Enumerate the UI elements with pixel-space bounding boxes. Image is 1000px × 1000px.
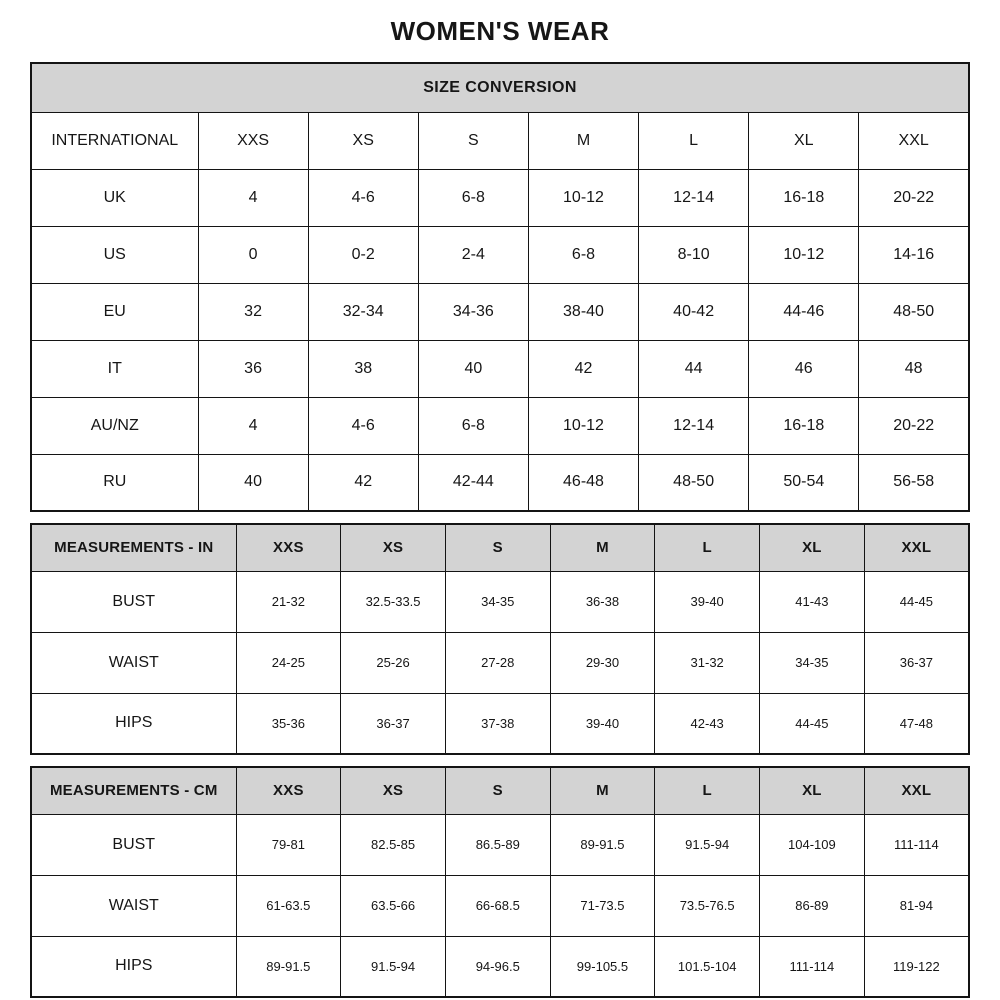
size-cell: 20-22 <box>859 397 969 454</box>
row-label: WAIST <box>31 875 236 936</box>
row-label: AU/NZ <box>31 397 198 454</box>
size-cell: 32-34 <box>308 283 418 340</box>
row-label: EU <box>31 283 198 340</box>
table-row <box>31 283 969 340</box>
measurement-cell: 79-81 <box>236 814 341 875</box>
size-header-cell: L <box>655 524 760 571</box>
size-cell: 2-4 <box>418 226 528 283</box>
size-cell: 14-16 <box>859 226 969 283</box>
measurement-cell: 24-25 <box>236 632 341 693</box>
table-row <box>31 169 969 226</box>
measurement-cell: 104-109 <box>760 814 865 875</box>
measurement-cell: 73.5-76.5 <box>655 875 760 936</box>
size-cell: 38-40 <box>528 283 638 340</box>
size-cell: 42 <box>308 454 418 511</box>
size-cell: 0 <box>198 226 308 283</box>
measurement-cell: 29-30 <box>550 632 655 693</box>
size-conversion-table <box>30 62 970 512</box>
measurement-cell: 31-32 <box>655 632 760 693</box>
table-row <box>31 814 969 875</box>
table-row <box>31 397 969 454</box>
measurement-cell: 44-45 <box>760 693 865 754</box>
size-cell: XXS <box>198 112 308 169</box>
size-cell: S <box>418 112 528 169</box>
measurement-cell: 86-89 <box>760 875 865 936</box>
table-row <box>31 454 969 511</box>
size-cell: 44 <box>639 340 749 397</box>
measurement-cell: 34-35 <box>445 571 550 632</box>
measurement-cell: 36-37 <box>341 693 446 754</box>
measurement-cell: 25-26 <box>341 632 446 693</box>
measurement-cell: 47-48 <box>864 693 969 754</box>
measurement-cell: 91.5-94 <box>341 936 446 997</box>
size-conversion-header: SIZE CONVERSION <box>31 63 969 112</box>
table-row <box>31 226 969 283</box>
row-label: WAIST <box>31 632 236 693</box>
measurement-cell: 81-94 <box>864 875 969 936</box>
size-header-cell: M <box>550 524 655 571</box>
table-row <box>31 571 969 632</box>
size-header-cell: M <box>550 767 655 814</box>
size-cell: 32 <box>198 283 308 340</box>
size-cell: 50-54 <box>749 454 859 511</box>
table-row <box>31 875 969 936</box>
measurement-cell: 89-91.5 <box>550 814 655 875</box>
table-row <box>31 936 969 997</box>
size-header-cell: XS <box>341 767 446 814</box>
size-cell: 4 <box>198 397 308 454</box>
size-cell: 42 <box>528 340 638 397</box>
size-cell: 42-44 <box>418 454 528 511</box>
measurement-cell: 71-73.5 <box>550 875 655 936</box>
size-cell: XXL <box>859 112 969 169</box>
row-label: BUST <box>31 571 236 632</box>
measurement-cell: 101.5-104 <box>655 936 760 997</box>
measurement-cell: 32.5-33.5 <box>341 571 446 632</box>
size-cell: 56-58 <box>859 454 969 511</box>
table-header-row <box>31 767 969 814</box>
measurement-cell: 39-40 <box>550 693 655 754</box>
row-label: HIPS <box>31 693 236 754</box>
measurement-cell: 35-36 <box>236 693 341 754</box>
size-cell: 6-8 <box>418 169 528 226</box>
measurement-cell: 34-35 <box>760 632 865 693</box>
measurement-cell: 111-114 <box>864 814 969 875</box>
size-cell: 10-12 <box>749 226 859 283</box>
size-header-cell: L <box>655 767 760 814</box>
size-cell: 6-8 <box>418 397 528 454</box>
size-cell: 20-22 <box>859 169 969 226</box>
row-label: US <box>31 226 198 283</box>
size-cell: 16-18 <box>749 397 859 454</box>
row-label: INTERNATIONAL <box>31 112 198 169</box>
table-row <box>31 112 969 169</box>
size-cell: 0-2 <box>308 226 418 283</box>
measurement-cell: 27-28 <box>445 632 550 693</box>
table-row <box>31 693 969 754</box>
size-cell: 8-10 <box>639 226 749 283</box>
size-cell: 44-46 <box>749 283 859 340</box>
measurement-cell: 21-32 <box>236 571 341 632</box>
size-cell: 34-36 <box>418 283 528 340</box>
measurements-in-table <box>30 523 970 755</box>
size-header-cell: XL <box>760 767 865 814</box>
size-cell: L <box>639 112 749 169</box>
measurement-cell: 111-114 <box>760 936 865 997</box>
size-cell: XS <box>308 112 418 169</box>
measurement-cell: 94-96.5 <box>445 936 550 997</box>
measurement-cell: 36-38 <box>550 571 655 632</box>
table-row <box>31 340 969 397</box>
size-header-cell: XS <box>341 524 446 571</box>
size-cell: 4-6 <box>308 397 418 454</box>
measurement-cell: 119-122 <box>864 936 969 997</box>
measurement-cell: 91.5-94 <box>655 814 760 875</box>
size-header-cell: S <box>445 767 550 814</box>
size-header-cell: XXS <box>236 767 341 814</box>
page-title: WOMEN'S WEAR <box>390 16 610 46</box>
row-label: BUST <box>31 814 236 875</box>
size-cell: 48-50 <box>639 454 749 511</box>
size-cell: 6-8 <box>528 226 638 283</box>
measurement-cell: 37-38 <box>445 693 550 754</box>
measurement-cell: 89-91.5 <box>236 936 341 997</box>
size-cell: M <box>528 112 638 169</box>
size-cell: 40 <box>198 454 308 511</box>
size-cell: 4 <box>198 169 308 226</box>
size-cell: 40-42 <box>639 283 749 340</box>
measurements-cm-header: MEASUREMENTS - CM <box>31 767 236 814</box>
size-cell: 10-12 <box>528 169 638 226</box>
measurements-cm-table <box>30 766 970 998</box>
measurement-cell: 61-63.5 <box>236 875 341 936</box>
measurement-cell: 63.5-66 <box>341 875 446 936</box>
size-header-cell: XL <box>760 524 865 571</box>
measurement-cell: 86.5-89 <box>445 814 550 875</box>
size-header-cell: S <box>445 524 550 571</box>
size-cell: 12-14 <box>639 397 749 454</box>
measurement-cell: 42-43 <box>655 693 760 754</box>
size-cell: 10-12 <box>528 397 638 454</box>
size-header-cell: XXL <box>864 524 969 571</box>
size-cell: 48 <box>859 340 969 397</box>
size-cell: 4-6 <box>308 169 418 226</box>
table-header-row <box>31 63 969 112</box>
row-label: UK <box>31 169 198 226</box>
size-header-cell: XXL <box>864 767 969 814</box>
size-cell: 16-18 <box>749 169 859 226</box>
table-header-row <box>31 524 969 571</box>
measurement-cell: 82.5-85 <box>341 814 446 875</box>
row-label: HIPS <box>31 936 236 997</box>
row-label: IT <box>31 340 198 397</box>
size-cell: 46 <box>749 340 859 397</box>
measurement-cell: 66-68.5 <box>445 875 550 936</box>
size-cell: 46-48 <box>528 454 638 511</box>
measurements-in-header: MEASUREMENTS - IN <box>31 524 236 571</box>
measurement-cell: 44-45 <box>864 571 969 632</box>
measurement-cell: 36-37 <box>864 632 969 693</box>
size-cell: 38 <box>308 340 418 397</box>
size-header-cell: XXS <box>236 524 341 571</box>
size-cell: XL <box>749 112 859 169</box>
measurement-cell: 99-105.5 <box>550 936 655 997</box>
measurement-cell: 39-40 <box>655 571 760 632</box>
row-label: RU <box>31 454 198 511</box>
size-cell: 40 <box>418 340 528 397</box>
table-row <box>31 632 969 693</box>
size-cell: 48-50 <box>859 283 969 340</box>
size-cell: 12-14 <box>639 169 749 226</box>
measurement-cell: 41-43 <box>760 571 865 632</box>
size-cell: 36 <box>198 340 308 397</box>
